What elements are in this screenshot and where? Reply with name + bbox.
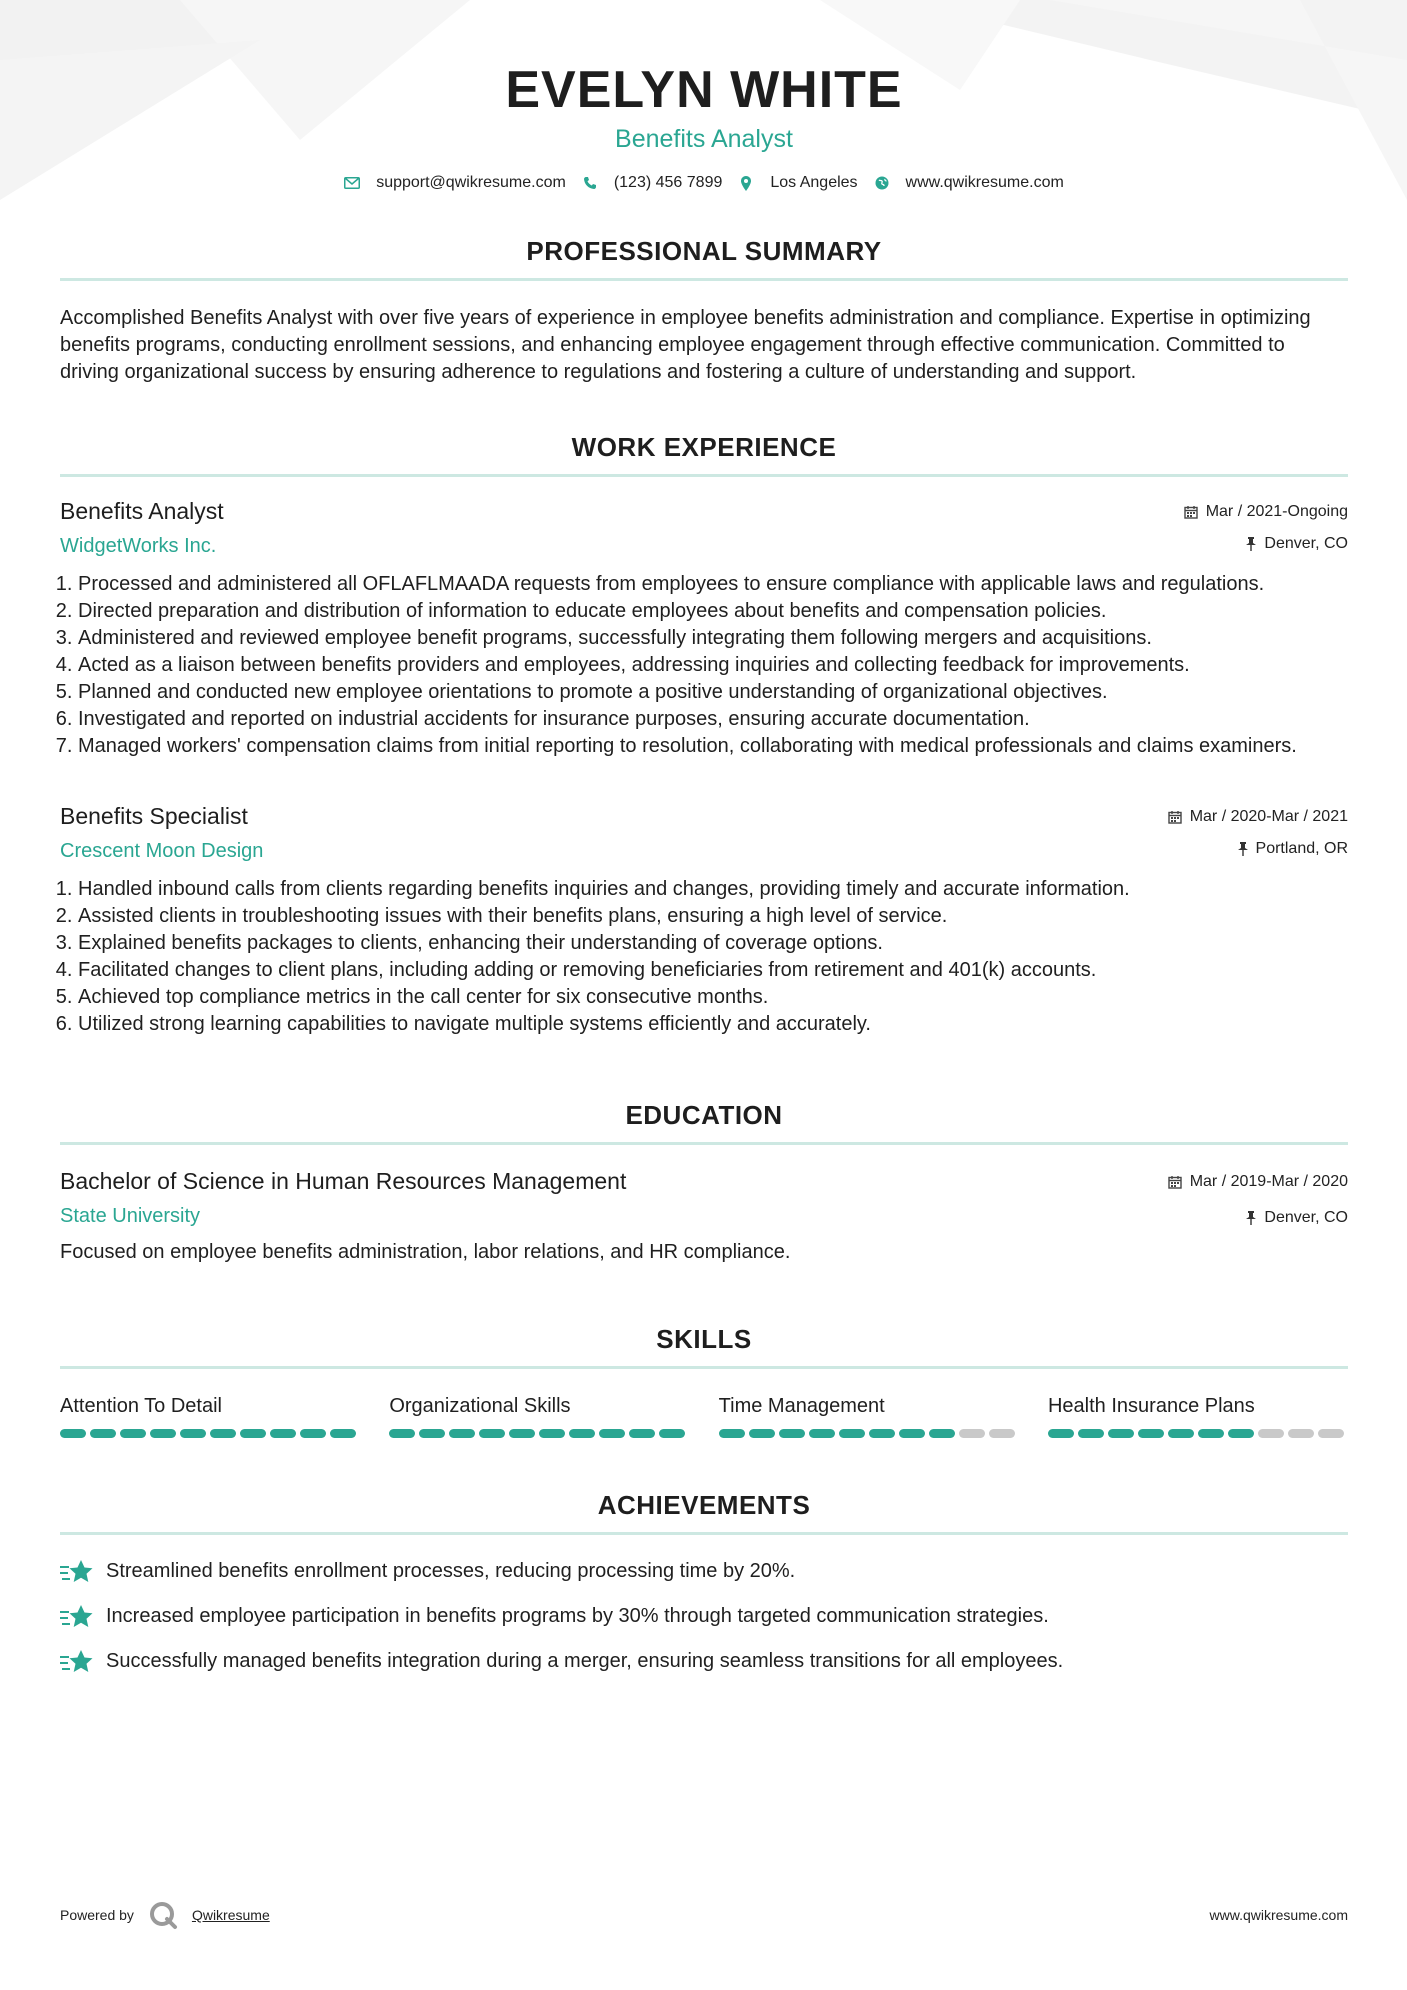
skill-level-meter (60, 1429, 360, 1438)
skill-name: Attention To Detail (60, 1395, 222, 1417)
skill-dot-empty (959, 1429, 985, 1438)
contact-email-text: support@qwikresume.com (376, 174, 566, 191)
education-dates-text: Mar / 2019-Mar / 2020 (1189, 1173, 1348, 1190)
skill-dot-filled (210, 1429, 236, 1438)
skill-dot-filled (120, 1429, 146, 1438)
globe-icon (874, 175, 890, 191)
achievement-item (60, 1549, 1348, 1594)
skill-dot-filled (150, 1429, 176, 1438)
job-header (60, 497, 1348, 559)
experience-heading: WORK EXPERIENCE (571, 432, 837, 462)
section-divider (60, 278, 1348, 281)
summary-section (60, 236, 1348, 386)
skill-dot-filled (1198, 1429, 1224, 1438)
list-item: 3. Administered and reviewed employee benefit programs, successfully integrating them following mergers and acquisitions. (78, 625, 1348, 652)
skill-item (1048, 1393, 1348, 1438)
list-item: 5. Planned and conducted new employee orientations to promote a positive understanding of organizational objectives. (78, 679, 1348, 706)
achievements-list (60, 1549, 1348, 1684)
contact-email[interactable] (344, 174, 566, 192)
skill-dot-empty (989, 1429, 1015, 1438)
education-header (60, 1167, 1348, 1229)
summary-heading: PROFESSIONAL SUMMARY (526, 236, 882, 266)
page-footer (60, 1900, 1348, 1930)
skill-dot-filled (1108, 1429, 1134, 1438)
job-title: Benefits Analyst (60, 498, 224, 524)
list-item: 4. Acted as a liaison between benefits providers and employees, addressing inquiries and collecting feedback for improvements. (78, 652, 1348, 679)
skill-dot-filled (839, 1429, 865, 1438)
education-school: State University (60, 1205, 201, 1227)
skill-dot-filled (300, 1429, 326, 1438)
skill-dot-filled (1048, 1429, 1074, 1438)
star-badge-icon (60, 1559, 96, 1585)
skill-dot-filled (629, 1429, 655, 1438)
skill-level-meter (389, 1429, 689, 1438)
job-entry (60, 802, 1348, 1038)
job-title: Benefits Specialist (60, 803, 248, 829)
powered-by (60, 1900, 270, 1930)
skill-dot-filled (569, 1429, 595, 1438)
skill-dot-filled (1228, 1429, 1254, 1438)
list-item: 2. Directed preparation and distribution of information to educate employees about benefits and compensation policies. (78, 598, 1348, 625)
skill-dot-filled (330, 1429, 356, 1438)
job-company: Crescent Moon Design (60, 840, 264, 862)
envelope-icon (344, 175, 360, 191)
resume-page (60, 0, 1348, 1684)
contact-bar (60, 174, 1348, 192)
skill-dot-filled (509, 1429, 535, 1438)
job-location-text: Portland, OR (1255, 840, 1348, 857)
skill-dot-filled (749, 1429, 775, 1438)
list-item: 6. Investigated and reported on industrial accidents for insurance purposes, ensuring accurate documentation. (78, 706, 1348, 733)
skill-dot-filled (1138, 1429, 1164, 1438)
skills-heading: SKILLS (656, 1324, 752, 1354)
skill-item (389, 1393, 689, 1438)
achievement-text: Streamlined benefits enrollment processes, reducing processing time by 20%. (106, 1560, 796, 1582)
powered-by-label: Powered by (60, 1907, 134, 1923)
skill-dot-filled (449, 1429, 475, 1438)
list-item: 5. Achieved top compliance metrics in the call center for six consecutive months. (78, 984, 1348, 1011)
skill-dot-filled (719, 1429, 745, 1438)
contact-location (738, 174, 857, 192)
achievement-text: Successfully managed benefits integration during a merger, ensuring seamless transitions for all employees. (106, 1650, 1064, 1672)
job-location-text: Denver, CO (1264, 535, 1348, 552)
job-entry (60, 497, 1348, 760)
phone-icon (582, 175, 598, 191)
education-location (1168, 1207, 1348, 1229)
candidate-role: Benefits Analyst (615, 125, 793, 153)
contact-location-text: Los Angeles (770, 174, 858, 191)
job-company: WidgetWorks Inc. (60, 535, 217, 557)
summary-text: Accomplished Benefits Analyst with over five years of experience in employee benefits administration and compliance. Expertise in optimizing benefits programs, conducting enrollment sessions, and enhancing employee engagement through effective communication. Committed to driving organizational success by ensuring adherence to regulations and fostering a culture of understanding and support. (60, 307, 1311, 383)
job-meta (1168, 802, 1348, 860)
section-divider (60, 1142, 1348, 1145)
skill-dot-filled (419, 1429, 445, 1438)
star-badge-icon (60, 1604, 96, 1630)
qwikresume-link[interactable]: Qwikresume (191, 1907, 270, 1923)
skill-dot-filled (869, 1429, 895, 1438)
list-item: 1. Processed and administered all OFLAFLMAADA requests from employees to ensure compliance with applicable laws and regulations. (78, 571, 1348, 598)
skill-dot-filled (929, 1429, 955, 1438)
education-description: Focused on employee benefits administration, labor relations, and HR compliance. (60, 1241, 791, 1263)
footer-url[interactable]: www.qwikresume.com (1209, 1907, 1348, 1923)
job-meta (1184, 497, 1348, 555)
job-dates-text: Mar / 2021-Ongoing (1205, 503, 1348, 520)
skill-dot-filled (479, 1429, 505, 1438)
skill-name: Time Management (718, 1395, 885, 1417)
job-dates (1168, 806, 1348, 828)
skill-name: Health Insurance Plans (1047, 1395, 1255, 1417)
skill-dot-filled (779, 1429, 805, 1438)
job-dates-text: Mar / 2020-Mar / 2021 (1189, 808, 1348, 825)
skill-dot-empty (1258, 1429, 1284, 1438)
list-item: 2. Assisted clients in troubleshooting issues with their benefits plans, ensuring a high level of service. (78, 903, 1348, 930)
calendar-icon (1168, 1175, 1182, 1189)
section-divider (60, 1532, 1348, 1535)
section-divider (60, 474, 1348, 477)
pushpin-icon (1246, 1211, 1256, 1225)
achievement-item (60, 1639, 1348, 1684)
job-dates (1184, 501, 1348, 523)
star-badge-icon (60, 1649, 96, 1675)
contact-phone-text: (123) 456 7899 (613, 174, 723, 191)
location-pin-icon (738, 175, 754, 191)
pushpin-icon (1238, 842, 1248, 856)
contact-website-text: www.qwikresume.com (905, 174, 1064, 191)
section-divider (60, 1366, 1348, 1369)
job-header (60, 802, 1348, 864)
skill-dot-filled (1168, 1429, 1194, 1438)
education-dates (1168, 1171, 1348, 1193)
education-degree: Bachelor of Science in Human Resources Management (60, 1168, 627, 1194)
skill-dot-empty (1288, 1429, 1314, 1438)
skill-name: Organizational Skills (389, 1395, 571, 1417)
skill-level-meter (1048, 1429, 1348, 1438)
job-responsibilities (60, 571, 1348, 760)
skill-item (60, 1393, 360, 1438)
skill-dot-filled (60, 1429, 86, 1438)
education-entry (60, 1167, 1348, 1266)
list-item: 7. Managed workers' compensation claims from initial reporting to resolution, collaborating with medical professionals and claims examiners. (78, 733, 1348, 760)
education-meta (1168, 1167, 1348, 1229)
skill-dot-filled (599, 1429, 625, 1438)
skill-item (719, 1393, 1019, 1438)
skill-dot-filled (899, 1429, 925, 1438)
list-item: 6. Utilized strong learning capabilities to navigate multiple systems efficiently and accurately. (78, 1011, 1348, 1038)
list-item: 4. Facilitated changes to client plans, including adding or removing beneficiaries from retirement and 401(k) accounts. (78, 957, 1348, 984)
skill-dot-filled (90, 1429, 116, 1438)
candidate-name: EVELYN WHITE (505, 61, 903, 119)
job-location (1184, 533, 1348, 555)
education-location-text: Denver, CO (1264, 1209, 1348, 1226)
skill-dot-filled (180, 1429, 206, 1438)
contact-phone[interactable] (582, 174, 723, 192)
calendar-icon (1184, 505, 1198, 519)
pushpin-icon (1246, 537, 1256, 551)
achievement-item (60, 1594, 1348, 1639)
education-heading: EDUCATION (625, 1100, 783, 1130)
contact-website[interactable] (874, 174, 1064, 192)
skills-section (60, 1324, 1348, 1438)
calendar-icon (1168, 810, 1182, 824)
job-responsibilities (60, 876, 1348, 1038)
achievement-text: Increased employee participation in benefits programs by 30% through targeted communication strategies. (106, 1605, 1049, 1627)
skills-list (60, 1393, 1348, 1438)
skill-dot-filled (270, 1429, 296, 1438)
achievements-heading: ACHIEVEMENTS (597, 1490, 811, 1520)
qwikresume-logo-icon (148, 1900, 178, 1930)
skill-dot-filled (1078, 1429, 1104, 1438)
list-item: 1. Handled inbound calls from clients regarding benefits inquiries and changes, providing timely and accurate information. (78, 876, 1348, 903)
resume-header (60, 0, 1348, 192)
job-location (1168, 838, 1348, 860)
skill-dot-filled (809, 1429, 835, 1438)
skill-dot-filled (659, 1429, 685, 1438)
skill-dot-empty (1318, 1429, 1344, 1438)
skill-level-meter (719, 1429, 1019, 1438)
achievements-section (60, 1490, 1348, 1684)
skill-dot-filled (539, 1429, 565, 1438)
education-section (60, 1100, 1348, 1266)
experience-section (60, 432, 1348, 1038)
list-item: 3. Explained benefits packages to clients, enhancing their understanding of coverage options. (78, 930, 1348, 957)
skill-dot-filled (389, 1429, 415, 1438)
skill-dot-filled (240, 1429, 266, 1438)
